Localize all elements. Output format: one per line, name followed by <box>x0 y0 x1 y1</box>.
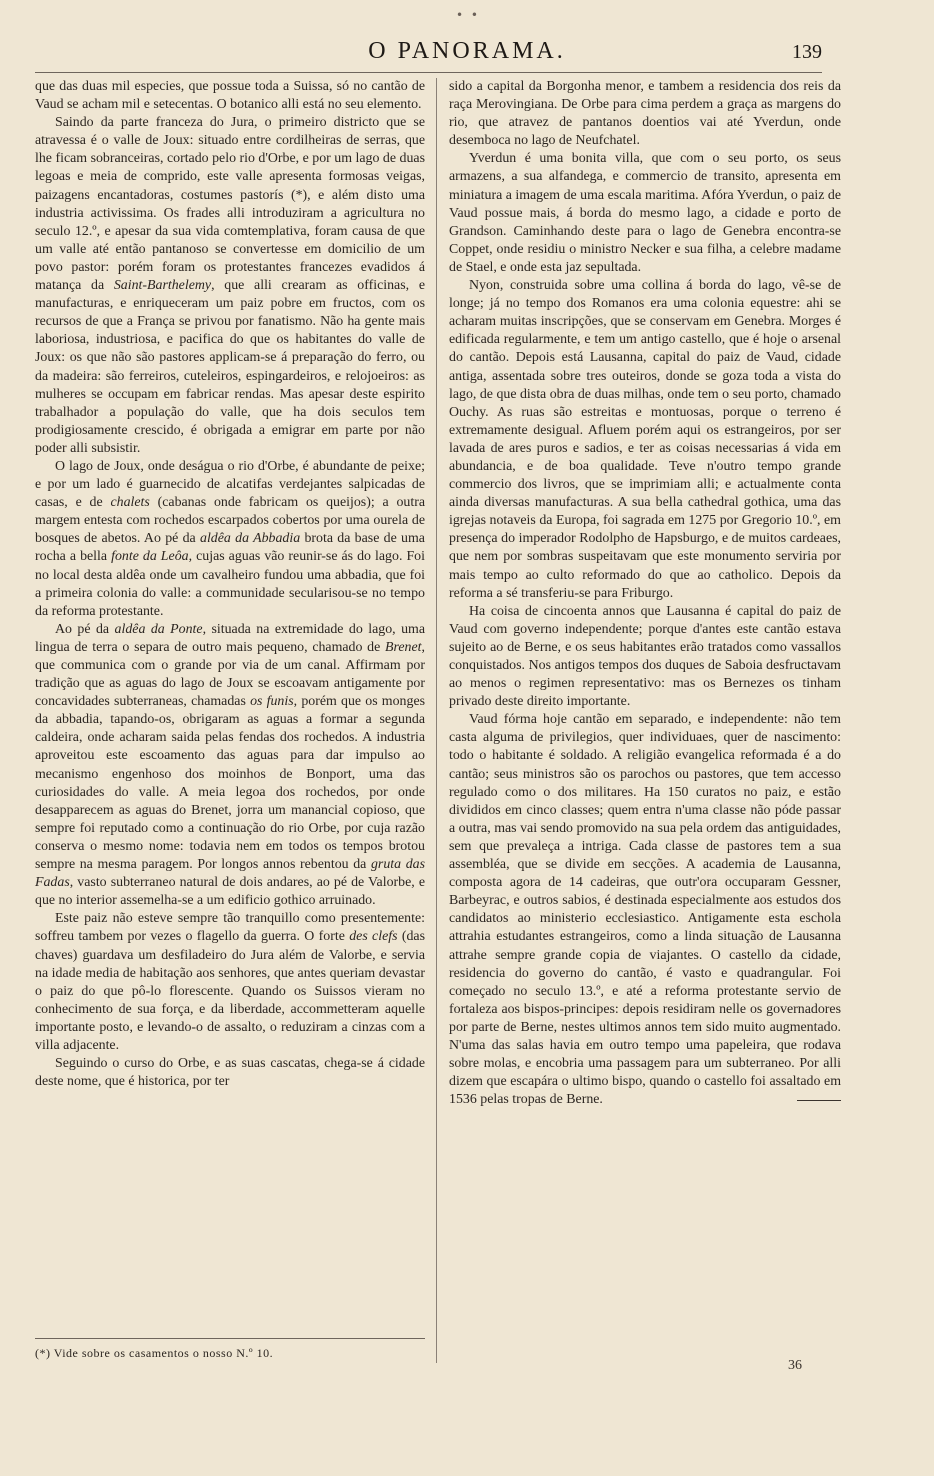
end-dash <box>797 1100 841 1101</box>
sheet-signature: 36 <box>788 1358 802 1373</box>
page-number: 139 <box>792 41 822 63</box>
column-divider <box>436 78 437 1363</box>
paragraph: Seguindo o curso do Orbe, e as suas cascatas, chega-se á cidade deste nome, que é historica, por ter <box>35 1056 425 1090</box>
page-title: O PANORAMA. <box>368 38 566 64</box>
paragraph: Vaud fórma hoje cantão em separado, e independente: não tem casta alguma de privilegios, quer individuaes, quer de nascimento: todo o habitante é soldado. A religião evangelica reformada é a do cantão; seus ministros são os parochos ou pastores, que tem accesso regulado como o dos militares. Ha 150 curatos no paiz, e estão divididos em cinco classes; quem entra n'uma classe não póde passar a outra, mas vai sendo promovido na sua pela ordem das antiguidades, sem que prevaleça a intriga. Cada classe de pastores tem a sua assembléa, que se divide em secções. A academia de Lausanna, composta agora de 14 cadeiras, que outr'ora occuparam Gessner, Barbeyrac, e outros sabios, é destinada especialmente aos estudos dos candidatos ao ministerio ecclesiastico. Antigamente esta eschola attrahia estudantes estrangeiros, como a linda situação de Lausanna attrahe sempre grande copia de viajantes. O castello da cidade, residencia do governo do cantão, é vasto e quadrangular. Foi começado no seculo 13.º, e até a reforma protestante servio de fortaleza aos bispos-principes: depois residiram nelle os governadores por parte de Berne, nestes ultimos annos tem sido muito augmentado. N'uma das salas havia em outro tempo uma papeleira, que rodava sobre molas, e encobria uma passagem para um subterraneo. Por alli dizem que escapára o ultimo bispo, quando o castello foi assaltado em 1536 pelas tropas de Berne. <box>449 712 841 1108</box>
header-rule <box>35 72 822 73</box>
paragraph: Nyon, construida sobre uma collina á borda do lago, vê-se de longe; já no tempo dos Romanos era uma colonia equestre: ahi se acharam muitas inscripções, que se conservam em Genebra. Morges é edificada regularmente, e tem um antigo castello, que é hoje o arsenal do cantão. Depois está Lausanna, capital do paiz de Vaud, cidade antiga, assentada sobre tres outeiros, donde se goza toda a vista do lago, de que dista obra de duas milhas, onde tem o seu porto, chamado Ouchy. As ruas são estreitas e montuosas, porque o terreno é extremamente desigual. Afluem porém aqui os estrangeiros, por ser lavada de ares puros e sadios, e ter as coisas necessarias á vida em abundancia, e de boa qualidade. Teve n'outro tempo grande commercio dos livros, que se imprimiam alli; e actualmente conta ainda diversas manufacturas. A sua bella cathedral gothica, uma das igrejas notaveis da Europa, foi sagrada em 1275 por Gregorio 10.º, em presença do imperador Rodolpho de Hapsburgo, e de muitos cardeaes, que nem por sombras suspeitavam que este monumento serviria por mais tempo ao culto reformado do que ao catholico. Depois da reforma a sé transferiu-se para Friburgo. <box>449 278 841 601</box>
paragraph: Ha coisa de cincoenta annos que Lausanna é capital do paiz de Vaud com governo independente; porque d'antes este cantão estava sujeito ao de Berne, e os seus habitantes erão tratados como vassallos conquistados. Nos antigos tempos dos duques de Saboia desfructavam ao menos o regimen representativo: mas os Bernezes os tinham privado deste direito importante. <box>449 603 841 710</box>
footnote-rule <box>35 1338 425 1339</box>
paragraph: que das duas mil especies, que possue toda a Suissa, só no cantão de Vaud se acham mil e setecentas. O botanico alli está no seu elemento. <box>35 79 425 113</box>
left-column <box>35 78 425 1091</box>
footnote: (*) Vide sobre os casamentos o nosso N.º 10. <box>35 1346 274 1360</box>
paragraph: Yverdun é uma bonita villa, que com o seu porto, os seus armazens, a sua alfandega, e commercio de transito, apresenta em miniatura a imagem de uma escala maritima. Afóra Yverdun, o paiz de Vaud possue mais, á borda do mesmo lago, a cidade e porto de Grandson. Caminhando deste para o lago de Genebra encontra-se Coppet, onde residiu o ministro Necker e sua filha, a celebre madame de Stael, e onde esta jaz sepultada. <box>449 151 841 275</box>
page-header <box>0 38 934 72</box>
right-column <box>449 78 841 1109</box>
paragraph: Saindo da parte franceza do Jura, o primeiro districto que se atravessa é o valle de Joux: situado entre cordilheiras de serras, que lhe ficam sobranceiras, cortado pelo rio d'Orbe, e por um lago de duas legoas e meia de comprido, este valle apresenta formosas veigas, paizagens encantadoras, costumes pastorís (*), e além disto uma industria activissima. Os frades alli introduziram a agricultura no seculo 12.º, e apesar da sua vida comtemplativa, foram causa de que um valle até então pantanoso se convertesse em domicilio de um povo pastor: porém foram os protestantes francezes evadidos á matança da Saint-Barthelemy, que alli crearam as officinas, e manufacturas, e enriqueceram um paiz pobre em fructos, com os recursos de que a França se privou por fanatismo. Não ha gente mais laboriosa, industriosa, e pacifica do que os habitantes do valle de Joux: os que não são pastores applicam-se á preparação do ferro, ou da madeira: são ferreiros, cuteleiros, espingardeiros, e relojoeiros: as mulheres se occupam em fabricar rendas. Mas apesar deste espirito trabalhador a população do valle, que ha dois seculos tem prodigiosamente crescido, é obrigada a emigrar em parte por não poder alli subsistir. <box>35 115 425 456</box>
paragraph: O lago de Joux, onde deságua o rio d'Orbe, é abundante de peixe; e por um lado é guarnecido de alcatifas verdejantes salpicadas de casas, e de chalets (cabanas onde fabricam os queijos); a outra margem entesta com rochedos escarpados cobertos por uma ourela de bosques de abetos. Ao pé da aldêa da Abbadia brota da base de uma rocha a bella fonte da Leôa, cujas aguas vão reunir-se ás do lago. Foi no local desta aldêa onde um cavalheiro fundou uma abbadia, que foi a primeira colonia do valle: a communidade secularisou-se no tempo da reforma protestante. <box>35 458 425 619</box>
paragraph: sido a capital da Borgonha menor, e tambem a residencia dos reis da raça Merovingiana. De Orbe para cima perdem a graça as margens do rio, que atravez de pantanos doentios vai até Yverdun, onde desemboca no lago de Neufchatel. <box>449 79 841 149</box>
paragraph: Ao pé da aldêa da Ponte, situada na extremidade do lago, uma lingua de terra o separa de outro mais pequeno, chamado de Brenet, que communica com o grande por via de um canal. Affirmam por tradição que as aguas do lago de Joux se escoavam antigamente por concavidades subterraneas, chamadas os funis, porém que os monges da abbadia, tapando-os, obrigaram as aguas a formar a segunda caldeira, onde acharam saida pelas fendas dos rochedos. A industria aproveitou este escoamento das aguas para dar impulso ao mecanismo engenhoso dos moinhos de Bonport, uma das curiosidades do valle. A meia legoa dos rochedos, por onde desapparecem as aguas do Brenet, jorra um manancial copioso, que sempre foi reputado como a continuação do rio Orbe, por cuja razão conserva o mesmo nome: todavia nem em todos os tempos brotou sempre na mesma paragem. Por longos annos rebentou da gruta das Fadas, vasto subterraneo natural de dois andares, ao pé de Valorbe, e que no interior assemelha-se a um edificio gothico arruinado. <box>35 621 426 909</box>
paragraph: Este paiz não esteve sempre tão tranquillo como presentemente: soffreu tambem por vezes o flagello da guerra. O forte des clefs (das chaves) guardava um desfiladeiro do Jura além de Valorbe, e servia na idade media de habitação aos senhores, que antes queriam devastar o paiz do que pô-lo florescente. Quando os Suissos vieram no conhecimento de sua força, e da liberdade, accommetteram aquelle importante posto, e levando-o de assalto, o reduziram a cinzas com a villa adjacente. <box>35 911 425 1053</box>
header-ornament: • • <box>456 8 480 22</box>
